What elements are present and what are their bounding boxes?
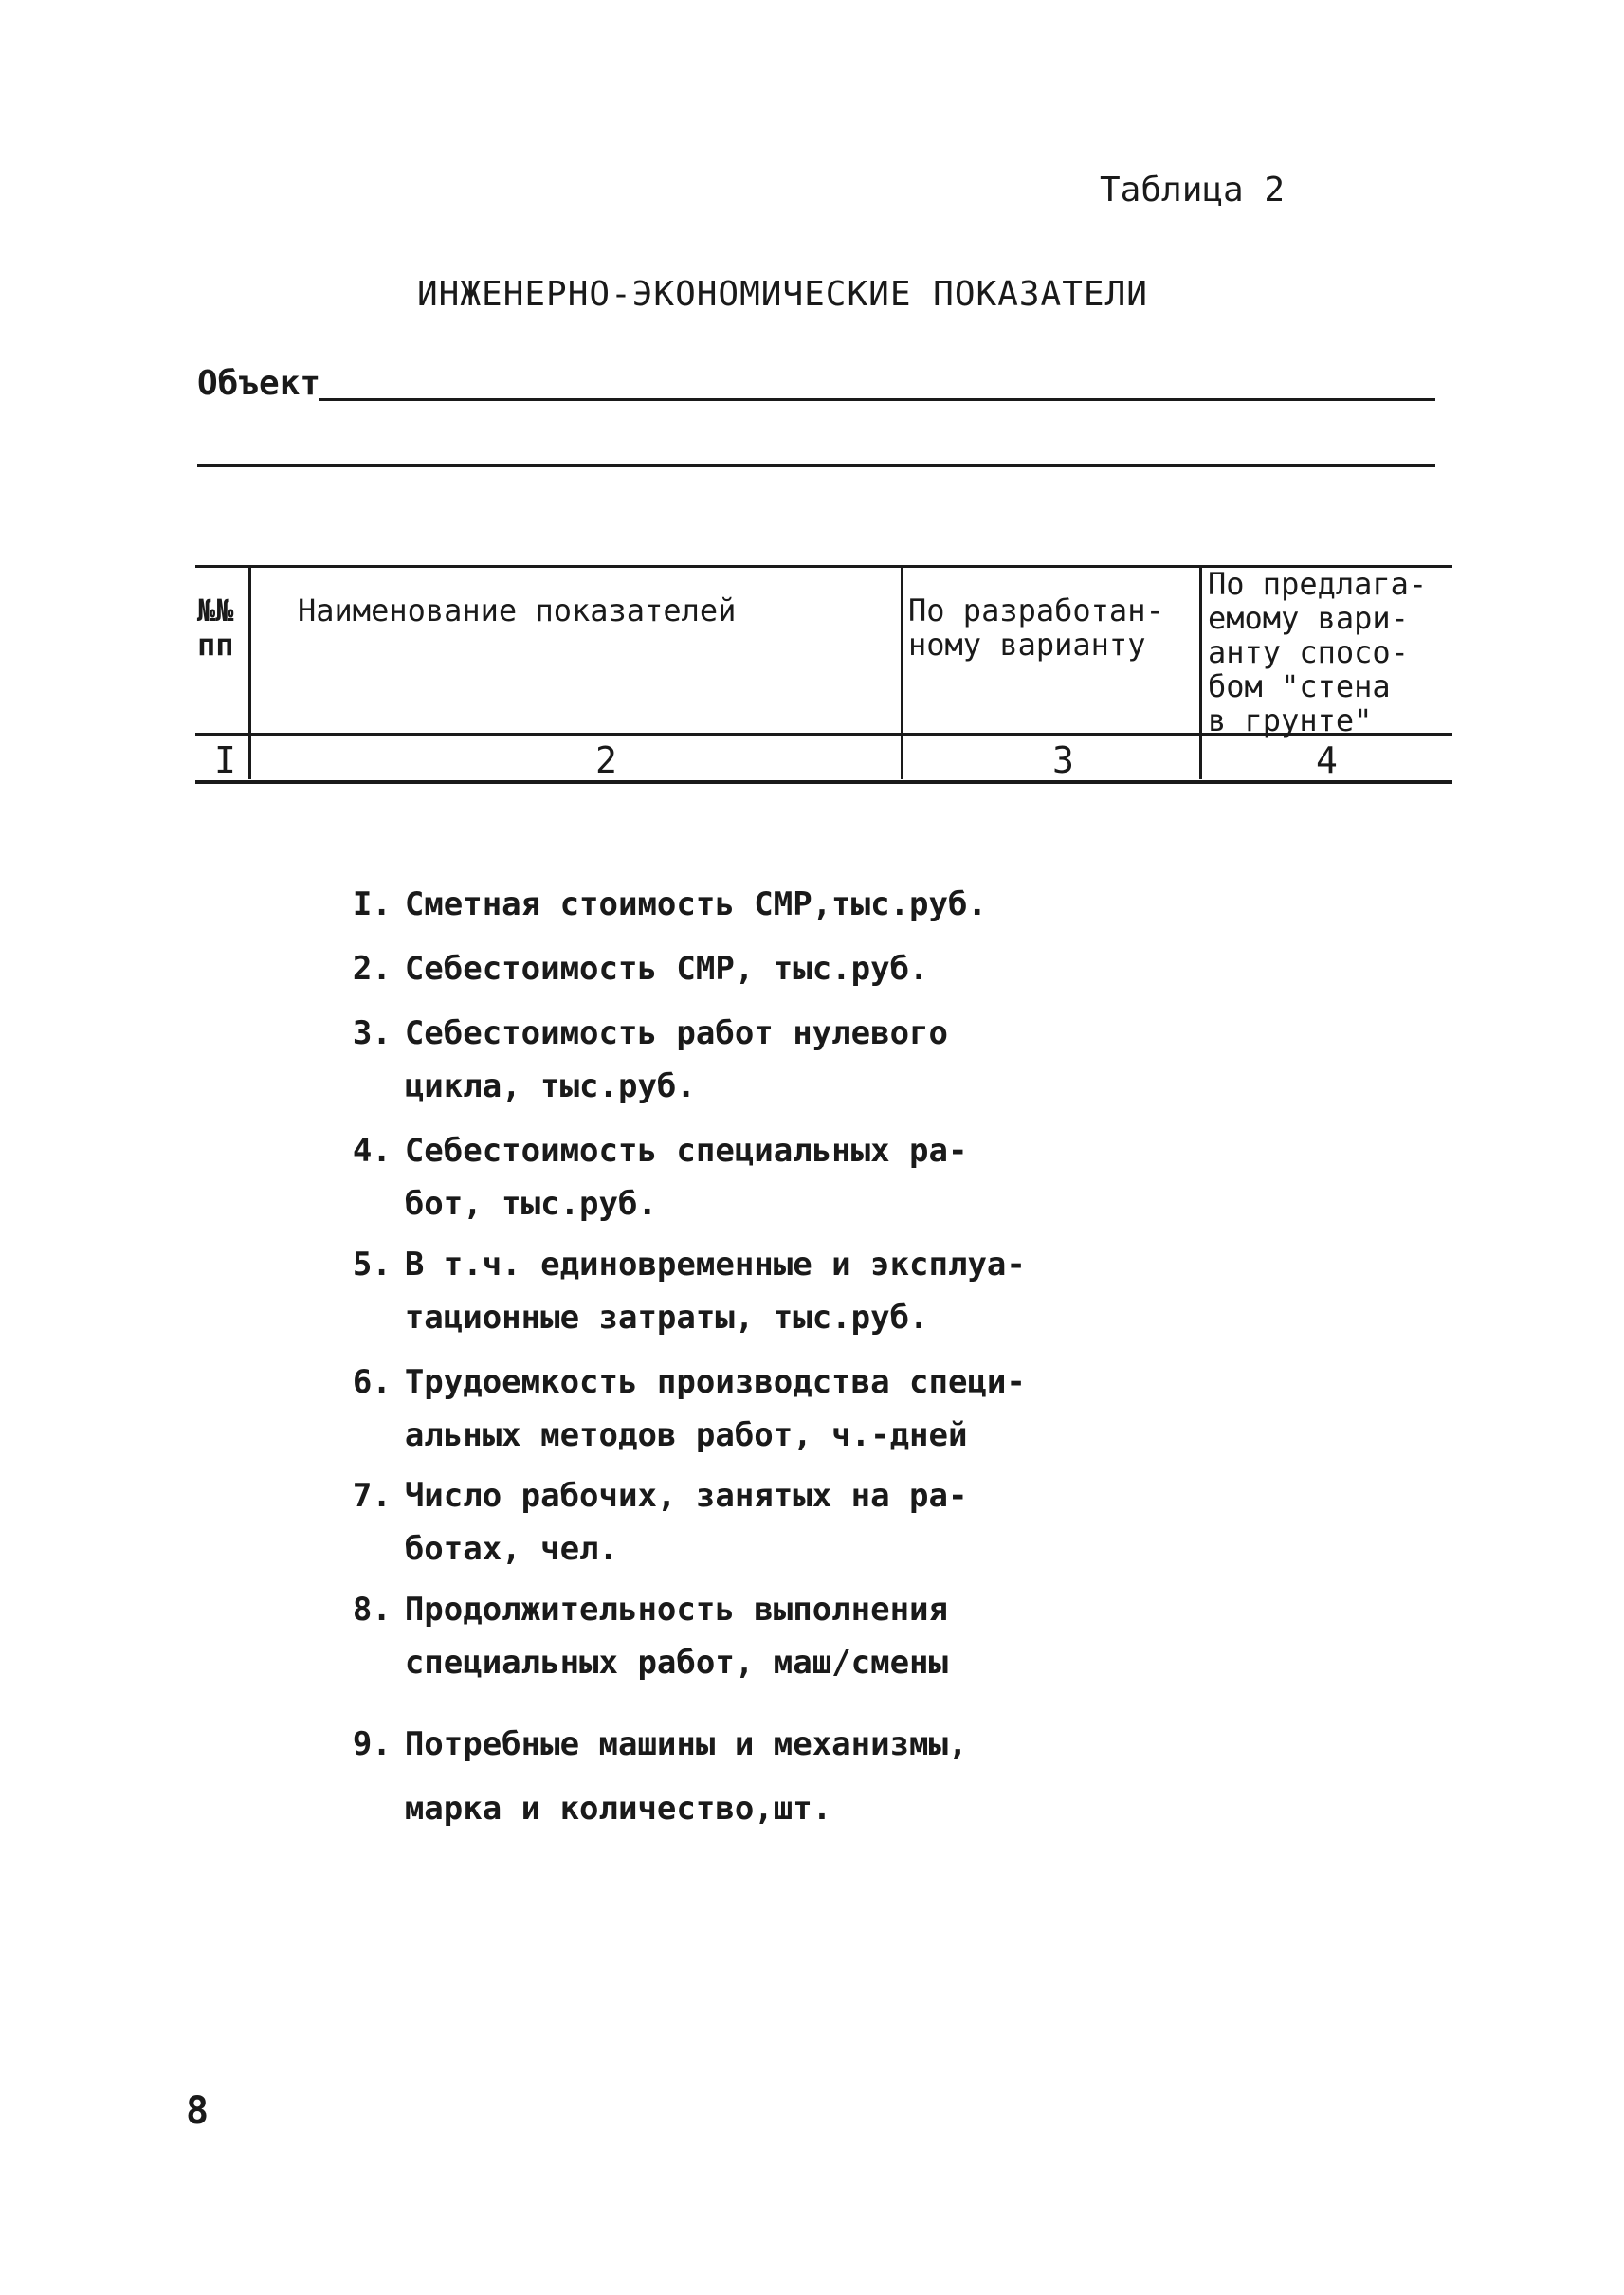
column-header-developed-variant: По разработан- ному варианту (908, 592, 1164, 663)
column-number-2: 2 (595, 739, 617, 781)
list-item-text: Трудоемкость производства специ- альных методов работ, ч.-дней (404, 1363, 1026, 1454)
table-number-rule (195, 780, 1452, 784)
column-header-name: Наименование показателей (298, 592, 737, 628)
column-number-4: 4 (1316, 739, 1338, 781)
list-item-text: Сметная стоимость СМР,тыс.руб. (404, 885, 987, 923)
list-item-text: В т.ч. единовременные и эксплуа- тационные затраты, тыс.руб. (404, 1246, 1026, 1337)
document-title: ИНЖЕНЕРНО-ЭКОНОМИЧЕСКИЕ ПОКАЗАТЕЛИ (417, 275, 1148, 314)
list-item-text: Себестоимость специальных ра- бот, тыс.руб. (404, 1132, 968, 1223)
object-fill-line (319, 398, 1435, 401)
list-item-text: Себестоимость СМР, тыс.руб. (404, 950, 929, 988)
column-separator (901, 567, 903, 779)
list-item (209, 1648, 967, 1905)
list-item-number: 9. (352, 1725, 392, 1763)
list-item-text: Продолжительность выполнения специальных работ, маш/смены (404, 1591, 948, 1682)
column-number-3: 3 (1052, 739, 1074, 781)
column-header-proposed-variant: По предлага- емому вари- анту спосо- бом "стена в грунте" (1208, 566, 1428, 738)
list-item-number: 2. (352, 950, 392, 988)
list-item-text: Число рабочих, занятых на ра- ботах, чел. (404, 1477, 968, 1568)
list-item-number: 8. (352, 1591, 392, 1629)
list-item-number: 5. (352, 1246, 392, 1284)
list-item-number: 3. (352, 1014, 392, 1052)
list-item-number: I. (352, 885, 392, 923)
list-item-number: 6. (352, 1363, 392, 1401)
object-label: Объект (197, 364, 321, 403)
column-number-1: I (214, 739, 236, 781)
list-item-number: 4. (352, 1132, 392, 1170)
list-item-number: 7. (352, 1477, 392, 1515)
column-header-number: №№ пп (197, 592, 234, 663)
list-item-text: Потребные машины и механизмы, марка и количество,шт. (404, 1725, 968, 1828)
object-fill-line-2 (197, 464, 1435, 467)
page-number: 8 (186, 2089, 210, 2133)
column-separator (248, 567, 251, 779)
table-label: Таблица 2 (1100, 171, 1286, 209)
list-item-text: Себестоимость работ нулевого цикла, тыс.руб. (404, 1014, 948, 1105)
column-separator (1199, 567, 1202, 779)
